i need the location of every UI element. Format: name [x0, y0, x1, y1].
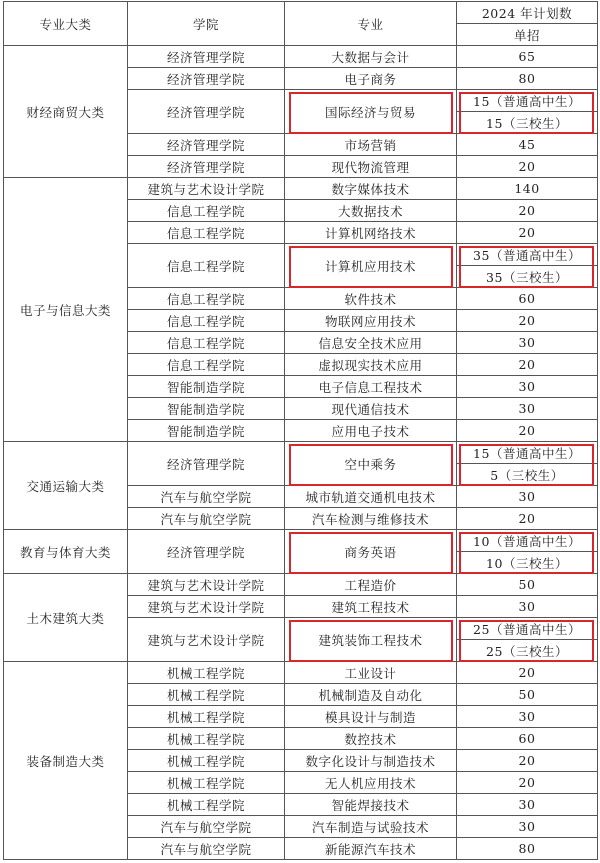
plan-cell: 20 — [457, 750, 598, 772]
major-cell: 建筑工程技术 — [285, 596, 457, 618]
college-cell: 机械工程学院 — [128, 662, 285, 684]
table-row — [4, 46, 598, 68]
college-cell: 机械工程学院 — [128, 750, 285, 772]
major-cell: 新能源汽车技术 — [285, 838, 457, 860]
table-row — [4, 574, 598, 596]
category-cell: 电子与信息大类 — [4, 178, 128, 442]
college-cell: 机械工程学院 — [128, 728, 285, 750]
major-cell: 机械制造及自动化 — [285, 684, 457, 706]
major-cell: 数字媒体技术 — [285, 178, 457, 200]
major-cell: 建筑装饰工程技术 — [285, 618, 457, 662]
plan-cell: 50 — [457, 574, 598, 596]
plan-cell: 10（普通高中生） — [457, 530, 598, 552]
college-cell: 汽车与航空学院 — [128, 486, 285, 508]
major-cell: 大数据与会计 — [285, 46, 457, 68]
plan-cell: 20 — [457, 508, 598, 530]
category-cell: 教育与体育大类 — [4, 530, 128, 574]
college-cell: 经济管理学院 — [128, 90, 285, 134]
major-cell: 智能焊接技术 — [285, 794, 457, 816]
table-row — [4, 178, 598, 200]
plan-cell: 15（普通高中生） — [457, 90, 598, 112]
header-major: 专业 — [285, 2, 457, 46]
major-cell: 信息安全技术应用 — [285, 332, 457, 354]
college-cell: 机械工程学院 — [128, 684, 285, 706]
plan-cell: 20 — [457, 354, 598, 376]
college-cell: 信息工程学院 — [128, 200, 285, 222]
enrollment-plan-table — [3, 1, 598, 860]
college-cell: 经济管理学院 — [128, 156, 285, 178]
plan-cell: 25（普通高中生） — [457, 618, 598, 640]
major-cell: 计算机网络技术 — [285, 222, 457, 244]
plan-cell: 20 — [457, 200, 598, 222]
major-cell: 工程造价 — [285, 574, 457, 596]
college-cell: 汽车与航空学院 — [128, 508, 285, 530]
plan-cell: 45 — [457, 134, 598, 156]
table-body — [4, 46, 598, 860]
major-cell: 汽车制造与试验技术 — [285, 816, 457, 838]
major-cell: 大数据技术 — [285, 200, 457, 222]
major-cell: 电子信息工程技术 — [285, 376, 457, 398]
major-cell: 现代物流管理 — [285, 156, 457, 178]
plan-cell: 60 — [457, 728, 598, 750]
major-cell: 商务英语 — [285, 530, 457, 574]
major-cell: 物联网应用技术 — [285, 310, 457, 332]
major-cell: 市场营销 — [285, 134, 457, 156]
major-cell: 国际经济与贸易 — [285, 90, 457, 134]
college-cell: 建筑与艺术设计学院 — [128, 618, 285, 662]
major-cell: 无人机应用技术 — [285, 772, 457, 794]
college-cell: 信息工程学院 — [128, 244, 285, 288]
plan-cell: 15（普通高中生） — [457, 442, 598, 464]
header-row — [4, 2, 598, 24]
plan-cell: 20 — [457, 156, 598, 178]
plan-cell: 20 — [457, 420, 598, 442]
table-row — [4, 530, 598, 552]
plan-cell: 80 — [457, 68, 598, 90]
college-cell: 智能制造学院 — [128, 376, 285, 398]
plan-cell: 60 — [457, 288, 598, 310]
plan-cell: 35（普通高中生） — [457, 244, 598, 266]
plan-cell: 35（三校生） — [457, 266, 598, 288]
major-cell: 空中乘务 — [285, 442, 457, 486]
college-cell: 信息工程学院 — [128, 332, 285, 354]
major-cell: 电子商务 — [285, 68, 457, 90]
category-cell: 交通运输大类 — [4, 442, 128, 530]
college-cell: 经济管理学院 — [128, 68, 285, 90]
plan-cell: 15（三校生） — [457, 112, 598, 134]
college-cell: 机械工程学院 — [128, 706, 285, 728]
table-row — [4, 442, 598, 464]
college-cell: 经济管理学院 — [128, 46, 285, 68]
college-cell: 信息工程学院 — [128, 354, 285, 376]
plan-cell: 140 — [457, 178, 598, 200]
table-row — [4, 662, 598, 684]
college-cell: 信息工程学院 — [128, 222, 285, 244]
college-cell: 智能制造学院 — [128, 420, 285, 442]
major-cell: 模具设计与制造 — [285, 706, 457, 728]
plan-cell: 80 — [457, 838, 598, 860]
college-cell: 建筑与艺术设计学院 — [128, 574, 285, 596]
college-cell: 机械工程学院 — [128, 772, 285, 794]
major-cell: 虚拟现实技术应用 — [285, 354, 457, 376]
plan-cell: 5（三校生） — [457, 464, 598, 486]
plan-cell: 30 — [457, 376, 598, 398]
major-cell: 软件技术 — [285, 288, 457, 310]
college-cell: 机械工程学院 — [128, 794, 285, 816]
plan-cell: 20 — [457, 222, 598, 244]
college-cell: 经济管理学院 — [128, 134, 285, 156]
plan-cell: 30 — [457, 794, 598, 816]
plan-cell: 50 — [457, 684, 598, 706]
major-cell: 计算机应用技术 — [285, 244, 457, 288]
plan-cell: 10（三校生） — [457, 552, 598, 574]
major-cell: 数控技术 — [285, 728, 457, 750]
college-cell: 汽车与航空学院 — [128, 816, 285, 838]
category-cell: 财经商贸大类 — [4, 46, 128, 178]
college-cell: 智能制造学院 — [128, 398, 285, 420]
college-cell: 经济管理学院 — [128, 530, 285, 574]
major-cell: 现代通信技术 — [285, 398, 457, 420]
plan-cell: 65 — [457, 46, 598, 68]
major-cell: 汽车检测与维修技术 — [285, 508, 457, 530]
plan-cell: 20 — [457, 772, 598, 794]
plan-cell: 30 — [457, 706, 598, 728]
college-cell: 建筑与艺术设计学院 — [128, 596, 285, 618]
plan-cell: 20 — [457, 662, 598, 684]
major-cell: 城市轨道交通机电技术 — [285, 486, 457, 508]
header-category: 专业大类 — [4, 2, 128, 46]
major-cell: 工业设计 — [285, 662, 457, 684]
header-plan-year: 2024 年计划数 — [457, 2, 598, 24]
plan-cell: 30 — [457, 398, 598, 420]
plan-cell: 30 — [457, 486, 598, 508]
college-cell: 信息工程学院 — [128, 288, 285, 310]
category-cell: 装备制造大类 — [4, 662, 128, 860]
plan-cell: 25（三校生） — [457, 640, 598, 662]
header-plan-type: 单招 — [457, 24, 598, 46]
header-college: 学院 — [128, 2, 285, 46]
major-cell: 应用电子技术 — [285, 420, 457, 442]
plan-cell: 20 — [457, 310, 598, 332]
college-cell: 汽车与航空学院 — [128, 838, 285, 860]
plan-cell: 30 — [457, 816, 598, 838]
college-cell: 经济管理学院 — [128, 442, 285, 486]
college-cell: 建筑与艺术设计学院 — [128, 178, 285, 200]
category-cell: 土木建筑大类 — [4, 574, 128, 662]
plan-cell: 30 — [457, 332, 598, 354]
major-cell: 数字化设计与制造技术 — [285, 750, 457, 772]
college-cell: 信息工程学院 — [128, 310, 285, 332]
plan-cell: 30 — [457, 596, 598, 618]
